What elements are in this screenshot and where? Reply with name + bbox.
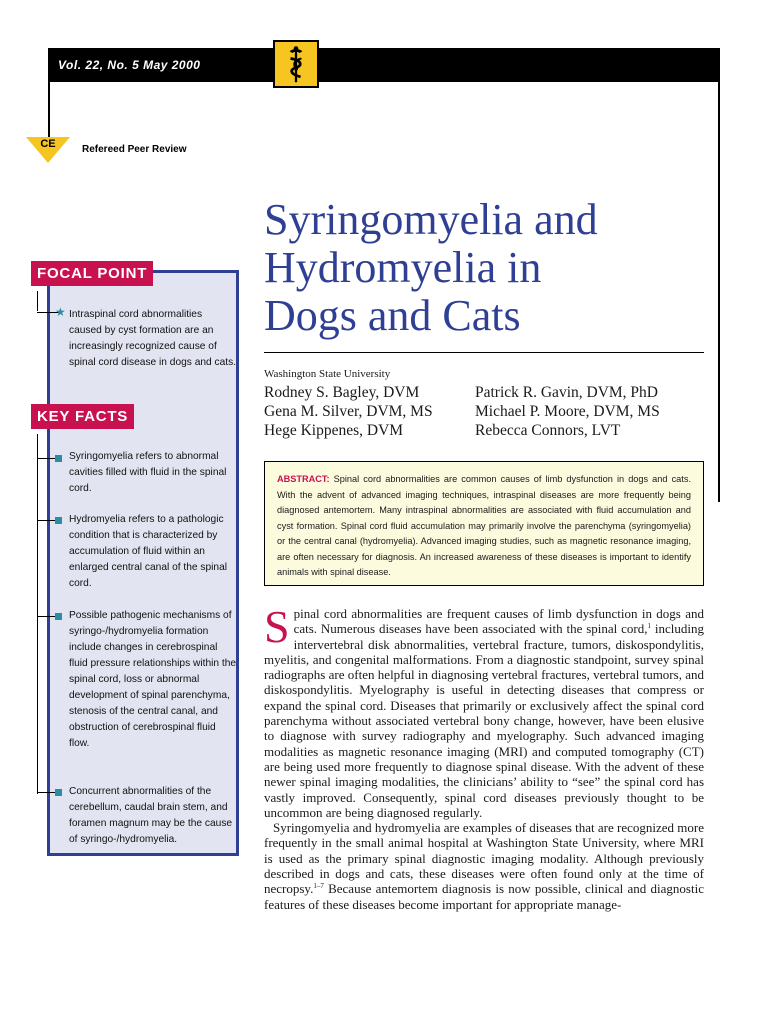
ce-label: CE: [40, 138, 56, 150]
reference-marker: 1: [647, 622, 652, 631]
fact-connector: [37, 616, 55, 617]
author-name: Gena M. Silver, DVM, MS: [264, 403, 433, 420]
author-name: Rebecca Connors, LVT: [475, 422, 621, 439]
title-rule: [264, 352, 704, 353]
drop-cap: S: [264, 601, 290, 652]
square-bullet-icon: [55, 613, 62, 620]
key-fact-item: Syringomyelia refers to abnormal cavities filled with fluid in the spinal cord.: [69, 451, 227, 494]
reference-marker: 1–7: [313, 882, 324, 891]
authors-right: [475, 383, 660, 440]
author-name: Rodney S. Bagley, DVM: [264, 384, 420, 401]
volume-issue: Vol. 22, No. 5 May 2000: [58, 58, 201, 72]
authors-left: [264, 383, 433, 440]
author-name: Patrick R. Gavin, DVM, PhD: [475, 384, 658, 401]
article-title: [264, 196, 704, 340]
body-text: including intervertebral disk abnormalities, vertebral fracture, tumors, diskospondylitis, myelitis, and congenital malformations. From a diagnostic standpoint, survey spinal radiographs are often helpful in diagnosing vertebral fractures, vertebral tumors, and diskospondylitis. Myelography is useful in detecting diseases that compress or expand the spinal cord. Diseases that primarily or exclusively affect the spinal cord parenchyma without associated vertebral bony change, however, have been elusive to diagnose with survey radiography and myelography. Such advanced imaging modalities as magnetic resonance imaging (MRI) and computed tomography (CT) are being used more frequently to diagnose spinal disease. With the advent of these newer spinal imaging modalities, the clinicians’ ability to “see” the spinal cord has vastly improved. Consequently, spinal cord diseases previously thought to be uncommon are being diagnosed regularly.: [264, 621, 704, 820]
journal-header-bar: [48, 48, 720, 82]
body-text: Because antemortem diagnosis is now possible, clinical and diagnostic features of these diseases become important for appropriate manage-: [264, 881, 704, 912]
body-paragraph: [264, 601, 704, 820]
abstract-text: Spinal cord abnormalities are common causes of limb dysfunction in dogs and cats. With the advent of advanced imaging techniques, intraspinal diseases are more frequently being diagnosed antemortem. Many intraspinal abnormalities are associated with fluid accumulation and cyst formation. Spinal cord fluid accumulation may primarily involve the parenchyma (syringomyelia) or the central canal (hydromyelia). Advanced imaging studies, such as magnetic resonance imaging, are often necessary for diagnosis. An increased awareness of these diseases is important to identify animals with spinal disease.: [277, 474, 691, 577]
title-line: Hydromyelia in: [264, 243, 542, 292]
refereed-label: Refereed Peer Review: [82, 144, 187, 155]
square-bullet-icon: [55, 455, 62, 462]
author-name: Michael P. Moore, DVM, MS: [475, 403, 660, 420]
fact-connector: [37, 520, 55, 521]
square-bullet-icon: [55, 517, 62, 524]
title-line: Syringomyelia and: [264, 195, 598, 244]
key-fact-item: Hydromyelia refers to a pathologic condition that is characterized by accumulation of fluid within an enlarged central canal of the spinal cord.: [69, 514, 228, 589]
key-fact-item: Concurrent abnormalities of the cerebellum, caudal brain stem, and foramen magnum may be the cause of syringo-/hydromyelia.: [69, 786, 233, 845]
title-line: Dogs and Cats: [264, 291, 521, 340]
author-name: Hege Kippenes, DVM: [264, 422, 404, 439]
fact-connector: [37, 792, 55, 793]
focal-point-heading: FOCAL POINT: [31, 261, 153, 286]
key-facts-heading: KEY FACTS: [31, 404, 134, 429]
body-paragraph: [264, 820, 704, 912]
abstract-label: ABSTRACT:: [277, 474, 330, 484]
body-text: Syringomyelia and hydromyelia are examples of diseases that are recognized more frequently in the small animal hospital at Washington State University, where MRI is used as the primary spinal diagnostic imaging modality. Although previously described in dogs and cats, these diseases were often found only at the time of necropsy.: [264, 820, 705, 897]
header-left-rule: [48, 82, 50, 142]
focal-connector-v: [37, 291, 38, 311]
key-fact-item: Possible pathogenic mechanisms of syringo-/hydromyelia formation include changes in cerebrospinal fluid pressure relationships within the spinal cord, loss or abnormal development of spinal parenchyma, stenosis of the central canal, and obstruction of cerebrospinal fluid flow.: [69, 610, 237, 749]
abstract-box: [264, 461, 704, 586]
page-right-rule: [718, 82, 720, 502]
star-icon: ★: [55, 305, 66, 319]
body-text: pinal cord abnormalities are frequent causes of limb dysfunction in dogs and cats. Numerous diseases have been associated with the spinal cord,: [293, 606, 704, 637]
affiliation: Washington State University: [264, 368, 391, 380]
square-bullet-icon: [55, 789, 62, 796]
article-body: [264, 601, 705, 912]
facts-connector-v: [37, 434, 38, 794]
focal-point-text: Intraspinal cord abnormalities caused by cyst formation are an increasingly recognized cause of spinal cord disease in dogs and cats.: [69, 309, 237, 368]
fact-connector: [37, 458, 55, 459]
caduceus-icon: [273, 40, 319, 88]
